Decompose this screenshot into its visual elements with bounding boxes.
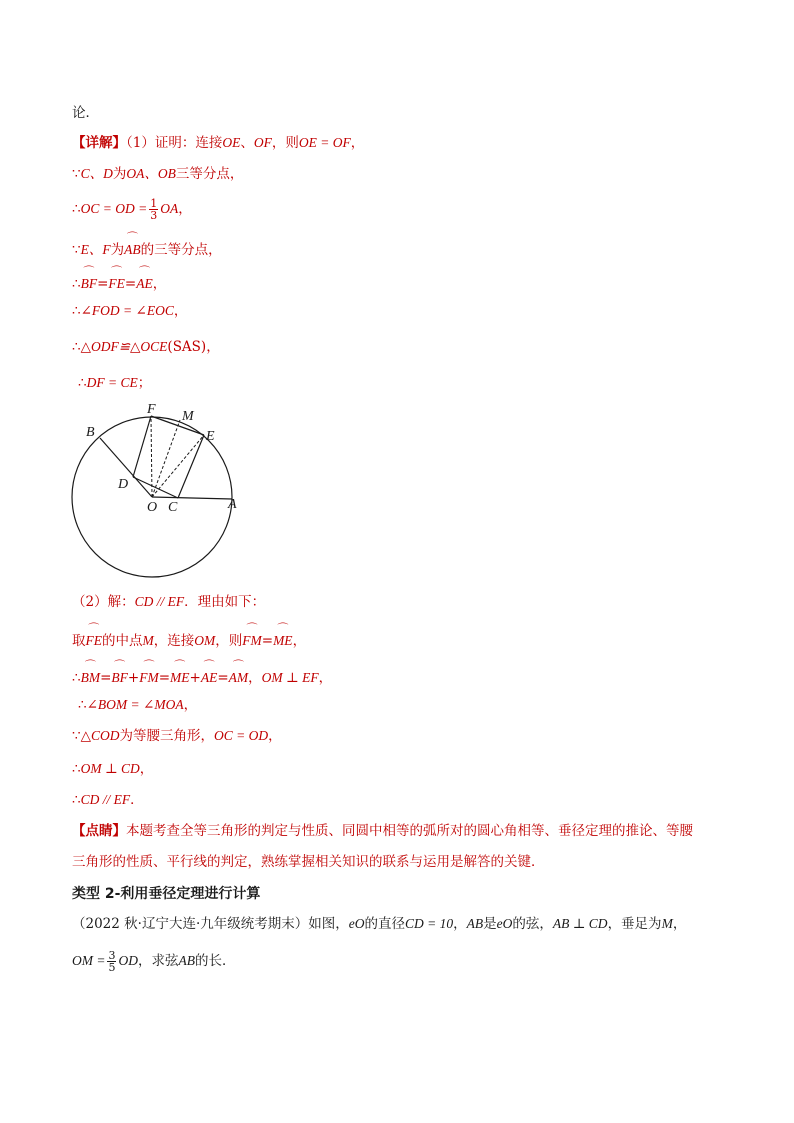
segment-oa	[152, 497, 232, 499]
punctuation: ，	[453, 916, 467, 932]
points-ef: E、F	[80, 242, 111, 257]
parallel-conclusion: CD // EF	[80, 792, 131, 807]
text-reason: ．理由如下：	[184, 594, 266, 610]
segment-ec	[178, 435, 204, 498]
arc-am: ⌒ AM	[229, 666, 249, 687]
therefore-symbol: ∴	[72, 792, 81, 808]
text-foot: ，垂足为	[607, 916, 662, 932]
comment-line-2	[72, 853, 545, 871]
equals-sign: =	[217, 670, 229, 686]
punctuation: ，	[183, 697, 198, 713]
text-is: 是	[483, 916, 497, 932]
label-d: D	[118, 477, 129, 492]
label-f: F	[147, 402, 156, 417]
punctuation: ，	[178, 201, 192, 217]
punctuation: ，	[350, 135, 365, 151]
part2-line-3	[72, 666, 332, 687]
segment-of: OF	[253, 135, 272, 150]
because-symbol: ∵	[72, 728, 81, 744]
comment-line-1	[72, 822, 693, 840]
therefore-symbol: ∴	[72, 761, 81, 777]
punctuation: ；	[137, 375, 152, 391]
segment-oe: OE	[222, 135, 241, 150]
detail-intro: （1）证明：连接	[126, 135, 223, 151]
text-length: 的长．	[194, 953, 236, 969]
equals-sign: =	[158, 670, 171, 686]
therefore-symbol: ∴	[72, 339, 81, 355]
problem-line-2	[72, 950, 235, 973]
circle-symbol: e	[496, 916, 503, 931]
equals-sign: =	[100, 670, 112, 686]
section-heading: 类型 2-利用垂径定理进行计算	[72, 886, 261, 902]
punctuation: ，	[268, 728, 282, 744]
text-isosceles: 为等腰三角形，	[119, 728, 214, 744]
equation-df-ce: DF = CE	[86, 375, 138, 390]
text-trisection: 三等分点，	[175, 166, 244, 182]
point-m: M	[661, 916, 673, 931]
arc-ab: ⌒ AB	[124, 238, 141, 259]
equation-bom-moa: ∠BOM = ∠MOA	[86, 697, 184, 712]
chord-ab: AB	[466, 916, 484, 931]
text-arc-trisection: 的三等分点，	[140, 242, 222, 258]
circle-name: O	[502, 916, 513, 931]
comment-text-2: 三角形的性质、平行线的判定，熟练掌握相关知识的联系与运用是解答的关键．	[72, 854, 545, 870]
therefore-symbol: ∴	[72, 276, 81, 292]
detail-line-3	[72, 198, 192, 221]
detail-line-1	[72, 134, 364, 152]
punctuation: ．	[130, 792, 144, 808]
part2-line-6	[72, 760, 153, 778]
text-chord: 的弦，	[512, 916, 553, 932]
punctuation: ，	[206, 339, 220, 355]
detail-line-4	[72, 238, 222, 259]
continuation-text-content: 论．	[72, 105, 99, 121]
arc-ae: ⌒ AE	[136, 272, 153, 293]
points-cd: C、D	[80, 166, 113, 181]
detail-line-6	[72, 302, 187, 320]
segment-oa: OA	[160, 201, 179, 216]
equation-cd: CD = 10	[404, 916, 454, 931]
text-wei: 为	[110, 242, 125, 258]
text-diameter: 的直径	[364, 916, 405, 932]
text-then: ，则	[215, 633, 243, 649]
punctuation: ，	[318, 670, 333, 686]
therefore-symbol: ∴	[78, 697, 87, 713]
text-connect: ，连接	[153, 633, 195, 649]
punctuation: ，	[139, 761, 154, 777]
separator: 、	[240, 135, 254, 151]
equation-oe-of: OE = OF	[298, 135, 351, 150]
arc-fm: ⌒ FM	[242, 629, 262, 650]
detail-line-5	[72, 272, 166, 293]
segment-oe-dashed	[152, 435, 204, 497]
label-a: A	[228, 497, 237, 512]
plus-sign: +	[127, 670, 140, 686]
equation-oc-od: OC = OD	[213, 728, 269, 743]
equals-sign: =	[261, 633, 274, 649]
part2-line-5	[72, 727, 282, 745]
equation-oc-od: OC = OD =	[80, 201, 148, 216]
text-ask: ，求弦	[137, 953, 179, 969]
equation-angles: ∠FOD = ∠EOC	[80, 303, 174, 318]
fraction-denominator: 3	[150, 209, 158, 222]
parallel-cd-ef: CD // EF	[134, 594, 185, 609]
arc-ae: ⌒ AE	[201, 666, 218, 687]
continuation-text	[72, 104, 99, 122]
label-o: O	[147, 500, 158, 515]
label-b: B	[86, 425, 95, 440]
therefore-symbol: ∴	[72, 201, 81, 217]
sas-label: (SAS)	[167, 339, 207, 355]
arc-bm: ⌒ BM	[81, 666, 101, 687]
part2-line-7	[72, 791, 144, 809]
therefore-symbol: ∴	[72, 670, 81, 686]
congruence-statement: △ODF≌△OCE	[80, 339, 168, 354]
point-m: M	[142, 633, 154, 648]
circle-symbol: e	[348, 916, 355, 931]
punctuation: ，	[173, 303, 188, 319]
segment-om-dashed	[152, 420, 180, 497]
segment-od: OD	[118, 953, 138, 968]
equals-sign: =	[124, 276, 137, 292]
detail-line-7	[72, 338, 220, 356]
because-symbol: ∵	[72, 242, 81, 258]
label-c: C	[168, 500, 178, 515]
therefore-symbol: ∴	[72, 303, 81, 319]
part2-intro: （2）解：	[72, 594, 135, 610]
text-then: ，则	[271, 135, 299, 151]
perp-ab-cd: AB ⊥ CD	[552, 916, 608, 931]
punctuation: ，	[672, 916, 687, 932]
arc-me: ⌒ ME	[273, 629, 293, 650]
detail-line-8	[78, 374, 151, 392]
fraction-one-third	[149, 198, 158, 221]
fraction-numerator: 3	[108, 949, 116, 962]
text-midpoint: 的中点	[102, 633, 143, 649]
plus-sign: +	[189, 670, 201, 686]
detail-line-2	[72, 165, 243, 183]
fraction-numerator: 1	[150, 197, 158, 210]
punctuation: ，	[248, 670, 262, 686]
equals-sign: =	[97, 276, 109, 292]
label-m: M	[182, 409, 194, 424]
detail-tag: 【详解】	[72, 135, 126, 151]
arc-fm: ⌒ FM	[139, 666, 159, 687]
comment-text-1: 本题考查全等三角形的判定与性质、同圆中相等的弧所对的圆心角相等、垂径定理的推论、等腰	[126, 823, 693, 839]
equation-om: OM =	[72, 953, 106, 968]
fraction-denominator: 5	[108, 961, 116, 974]
arc-fe: ⌒ FE	[86, 629, 103, 650]
part2-line-4	[78, 696, 197, 714]
part2-line-2	[72, 629, 306, 650]
circle-figure	[62, 398, 262, 578]
chord-ab: AB	[178, 953, 195, 968]
because-symbol: ∵	[72, 166, 81, 182]
punctuation: ，	[292, 633, 307, 649]
text-take: 取	[72, 633, 86, 649]
segment-df	[133, 416, 151, 477]
triangle-cod: △COD	[80, 728, 120, 743]
fraction-three-fifths	[107, 950, 116, 973]
punctuation: ，	[152, 276, 167, 292]
circle-name: O	[354, 916, 365, 931]
comment-tag: 【点睛】	[72, 823, 126, 839]
text-wei: 为	[112, 166, 127, 182]
arc-me: ⌒ ME	[170, 666, 190, 687]
perp-om-cd: OM ⊥ CD	[80, 761, 140, 776]
arc-fe: ⌒ FE	[108, 272, 125, 293]
problem-source: （2022 秋·辽宁大连·九年级统考期末）如图，	[72, 916, 349, 932]
therefore-symbol: ∴	[78, 375, 87, 391]
segments-oa-ob: OA、OB	[126, 166, 176, 181]
problem-line-1	[72, 915, 686, 933]
arc-bf: ⌒ BF	[81, 272, 98, 293]
label-e: E	[206, 429, 215, 444]
part2-line-1	[72, 593, 265, 611]
segment-om: OM	[194, 633, 216, 648]
arc-bf: ⌒ BF	[111, 666, 128, 687]
perp-om-ef: OM ⊥ EF	[261, 670, 319, 685]
